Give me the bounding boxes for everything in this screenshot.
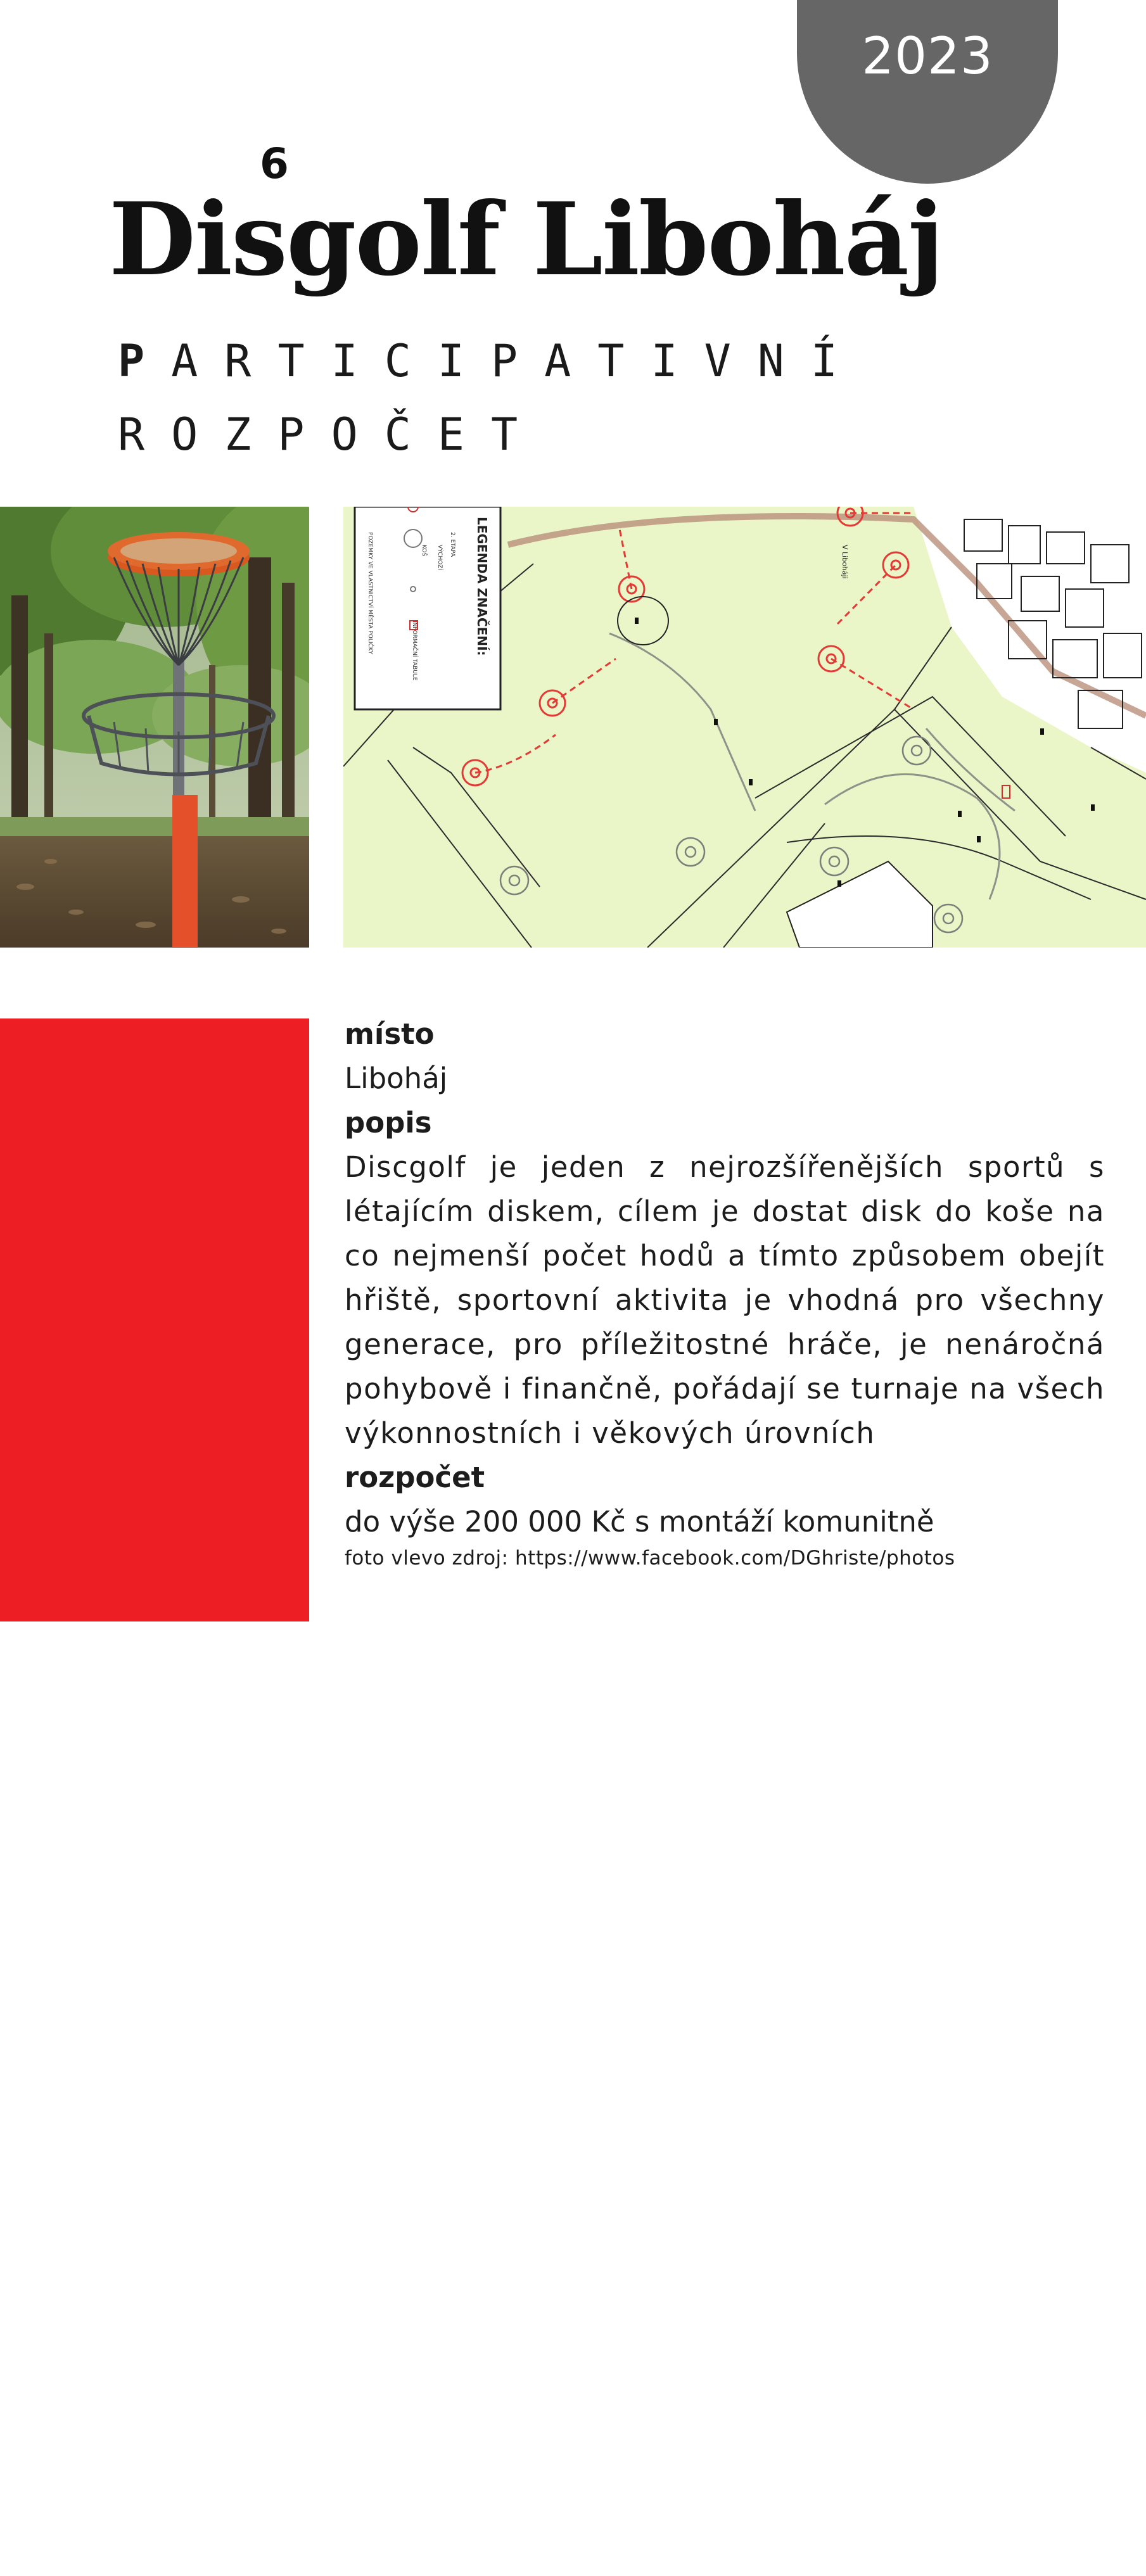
course-map-drawing — [343, 507, 1146, 948]
year-badge — [797, 0, 1058, 184]
budget-value: do výše 200 000 Kč s montáží komunitně — [345, 1505, 934, 1539]
subtitle-line-1-rest: ARTICIPATIVNÍ — [171, 335, 865, 387]
map-legend-item: INFORMAČNÍ TABULE — [411, 621, 417, 681]
basket-photo — [0, 507, 309, 948]
map-street-label: V Liboháji — [841, 545, 849, 579]
budget-heading: rozpočet — [345, 1461, 485, 1494]
subtitle-line-2: ROZPOČET — [118, 409, 545, 460]
map-legend-title: LEGENDA ZNAČENÍ: — [474, 517, 490, 656]
subtitle — [118, 324, 864, 471]
proposal-label: návrh číslo 6 — [127, 2096, 182, 2576]
map-legend-item: VÝCHOZÍ — [436, 545, 443, 571]
place-value: Liboháj — [345, 1062, 448, 1095]
page-title: Disgolf Liboháj — [109, 181, 943, 298]
map-legend-item: 2. ETAPA — [449, 532, 455, 557]
photo-credit: foto vlevo zdroj: https://www.facebook.com/DGhriste/photos — [345, 1547, 955, 1570]
basket-photo-illustration — [0, 507, 309, 948]
subtitle-first-letter: P — [118, 335, 172, 387]
map-legend-item: POZEMKY VE VLASTNICTVÍ MĚSTA POLIČKY — [367, 532, 373, 654]
place-heading: místo — [345, 1017, 435, 1051]
year-text: 2023 — [862, 27, 993, 86]
proposal-number: 6 — [260, 139, 289, 188]
map-legend-item: KOŠ — [421, 545, 427, 557]
subtitle-line-1 — [118, 324, 864, 398]
description-heading: popis — [345, 1106, 432, 1139]
course-map — [343, 507, 1146, 948]
side-panel — [0, 1018, 309, 2576]
info-section — [345, 1012, 1105, 1571]
description-text: Discgolf je jeden z nejrozšířenějších sportů s létajícím diskem, cílem je dostat disk do koše na co nejmenší počet hodů a tímto způsobem obejít hřiště, sportovní aktivita je vhodná pro všechny generace, pro příležitostné hráče, je nenáročná pohybově i finančně, pořádají se turnaje na všech výkonnostních i věkových úrovních — [345, 1150, 1105, 1450]
